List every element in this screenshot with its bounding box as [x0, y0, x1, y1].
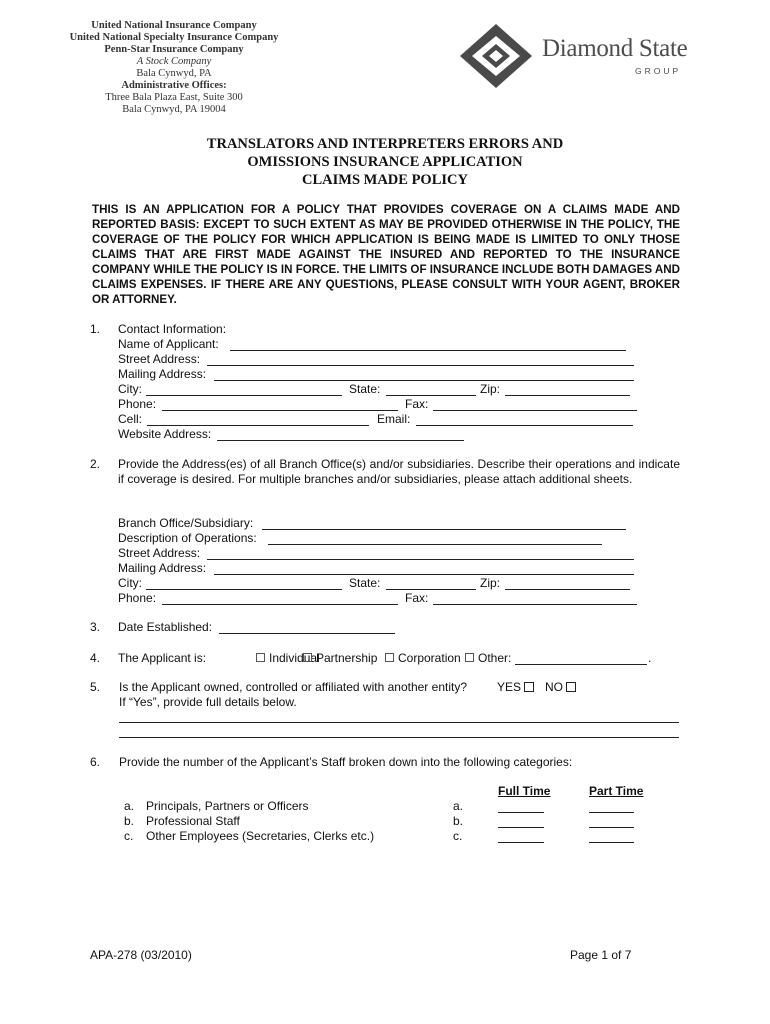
offices-city: Bala Cynwyd, PA 19004: [122, 104, 226, 115]
q2-zip-label: Zip:: [480, 576, 501, 590]
q6-row-b-full-time-field[interactable]: [498, 827, 544, 828]
diamond-logo-icon: [458, 22, 538, 90]
q1-phone-label: Phone:: [118, 397, 157, 411]
q6-row-a-letter: a.: [124, 799, 135, 813]
q2-state-label: State:: [349, 576, 381, 590]
q1-email-field[interactable]: [416, 425, 633, 426]
q1-fax-field[interactable]: [433, 410, 637, 411]
q6-row-c-letter: c.: [124, 829, 134, 843]
q6-col-full-time: Full Time: [498, 784, 551, 798]
q6-row-a-tag: a.: [453, 799, 464, 813]
q4-option-other[interactable]: [465, 651, 511, 666]
q6-row-b-label: Professional Staff: [146, 814, 240, 828]
q1-fax-label: Fax:: [405, 397, 429, 411]
q4-option-corporation[interactable]: [385, 651, 461, 666]
q5-sub-instruction: If “Yes”, provide full details below.: [119, 695, 297, 709]
q4-option-corporation-label: Corporation: [398, 651, 461, 665]
q2-zip-field[interactable]: [505, 589, 630, 590]
q6-number: 6.: [90, 755, 101, 769]
q2-city-label: City:: [118, 576, 142, 590]
q2-mailing-label: Mailing Address:: [118, 561, 207, 575]
q2-phone-label: Phone:: [118, 591, 157, 605]
q1-email-label: Email:: [377, 412, 411, 426]
checkbox-icon[interactable]: [465, 653, 474, 662]
checkbox-icon[interactable]: [303, 653, 312, 662]
q1-zip-field[interactable]: [505, 395, 630, 396]
q1-state-label: State:: [349, 382, 381, 396]
q1-cell-field[interactable]: [147, 425, 369, 426]
diamond-state-logo: [458, 22, 688, 90]
company-type: A Stock Company: [136, 56, 212, 67]
q5-yes-option[interactable]: [497, 680, 537, 695]
q1-phone-field[interactable]: [162, 410, 398, 411]
q6-row-a-full-time-field[interactable]: [498, 812, 544, 813]
q2-fax-label: Fax:: [405, 591, 429, 605]
q6-row-c-part-time-field[interactable]: [589, 842, 634, 843]
q1-mailing-field[interactable]: [214, 380, 634, 381]
q2-street-label: Street Address:: [118, 546, 201, 560]
checkbox-icon[interactable]: [385, 653, 394, 662]
q3-number: 3.: [90, 620, 101, 634]
q6-row-a-part-time-field[interactable]: [589, 812, 634, 813]
q2-city-field[interactable]: [146, 589, 342, 590]
q6-label: Provide the number of the Applicant’s Staff broken down into the following categories:: [119, 755, 573, 769]
q5-number: 5.: [90, 680, 101, 694]
q1-name-field[interactable]: [230, 350, 626, 351]
company-name-1: United National Insurance Company: [91, 20, 257, 31]
q1-city-field[interactable]: [146, 395, 342, 396]
q2-operations-label: Description of Operations:: [118, 531, 257, 545]
document-title: [0, 135, 770, 189]
q1-zip-label: Zip:: [480, 382, 501, 396]
q6-row-b-part-time-field[interactable]: [589, 827, 634, 828]
q5-label: Is the Applicant owned, controlled or affiliated with another entity?: [119, 680, 467, 694]
q2-phone-field[interactable]: [162, 604, 398, 605]
q1-mailing-label: Mailing Address:: [118, 367, 207, 381]
q1-number: 1.: [90, 322, 101, 336]
q6-row-c-tag: c.: [453, 829, 463, 843]
q1-website-field[interactable]: [217, 440, 464, 441]
q4-option-partnership[interactable]: [303, 651, 377, 666]
q1-state-field[interactable]: [386, 395, 476, 396]
logo-wordmark: Diamond State: [542, 35, 688, 62]
q6-row-b-letter: b.: [124, 814, 135, 828]
q2-mailing-field[interactable]: [214, 574, 634, 575]
q1-street-label: Street Address:: [118, 352, 201, 366]
title-line-1: TRANSLATORS AND INTERPRETERS ERRORS AND: [206, 136, 564, 152]
checkbox-icon[interactable]: [524, 682, 534, 692]
q3-label: Date Established:: [118, 620, 213, 634]
title-line-2: OMISSIONS INSURANCE APPLICATION: [247, 154, 523, 170]
q4-option-partnership-label: Partnership: [316, 651, 378, 665]
q1-cell-label: Cell:: [118, 412, 143, 426]
q5-details-line-1[interactable]: [119, 722, 679, 723]
q2-branch-label: Branch Office/Subsidiary:: [118, 516, 254, 530]
company-name-2: United National Specialty Insurance Company: [69, 32, 279, 43]
q2-street-field[interactable]: [207, 559, 634, 560]
q2-number: 2.: [90, 457, 101, 471]
company-address-block: [60, 20, 288, 116]
q4-end-period: .: [648, 651, 652, 665]
q2-fax-field[interactable]: [433, 604, 637, 605]
offices-heading: Administrative Offices:: [121, 80, 227, 91]
q5-no-option[interactable]: [545, 680, 579, 695]
claims-made-disclaimer: THIS IS AN APPLICATION FOR A POLICY THAT PROVIDES COVERAGE ON A CLAIMS MADE AND REPORTED BASIS: EXCEPT TO SUCH EXTENT AS MAY BE PROVIDED OTHERWISE IN THE POLICY, THE COVERAGE OF THE POLICY FOR WHICH APPLICATION IS BEING MADE IS LIMITED TO ONLY THOSE CLAIMS THAT ARE FIRST MADE AGAINST THE INSURED AND REPORTED TO THE INSURANCE COMPANY WHILE THE POLICY IS IN FORCE. THE LIMITS OF INSURANCE INCLUDE BOTH DAMAGES AND CLAIMS EXPENSES. IF THERE ARE ANY QUESTIONS, PLEASE CONSULT WITH YOUR AGENT, BROKER OR ATTORNEY.: [92, 203, 680, 306]
company-city: Bala Cynwyd, PA: [136, 68, 212, 79]
title-line-3: CLAIMS MADE POLICY: [302, 172, 468, 188]
q2-operations-field[interactable]: [268, 544, 602, 545]
q2-state-field[interactable]: [386, 589, 476, 590]
q4-number: 4.: [90, 651, 101, 665]
q5-yes-label: YES: [497, 680, 522, 694]
q2-instructions: Provide the Address(es) of all Branch Office(s) and/or subsidiaries. Describe their operations and indicate if coverage is desired. For multiple branches and/or subsidiaries, please attach additional sheets.: [118, 457, 680, 486]
q4-other-field[interactable]: [515, 664, 647, 665]
q2-branch-field[interactable]: [262, 529, 626, 530]
q6-row-b-tag: b.: [453, 814, 464, 828]
q1-name-label: Name of Applicant:: [118, 337, 219, 351]
q5-details-line-2[interactable]: [119, 737, 679, 738]
q1-street-field[interactable]: [207, 365, 634, 366]
q1-city-label: City:: [118, 382, 142, 396]
q4-label: The Applicant is:: [118, 651, 207, 665]
page-number: Page 1 of 7: [570, 948, 632, 962]
checkbox-icon[interactable]: [256, 653, 265, 662]
q1-heading: Contact Information:: [118, 322, 227, 336]
q1-website-label: Website Address:: [118, 427, 212, 441]
q4-option-other-label: Other:: [478, 651, 512, 665]
q4-option-individual-label: Individual: [269, 651, 320, 665]
q6-col-part-time: Part Time: [589, 784, 644, 798]
q6-row-c-full-time-field[interactable]: [498, 842, 544, 843]
q6-row-a-label: Principals, Partners or Officers: [146, 799, 309, 813]
checkbox-icon[interactable]: [566, 682, 576, 692]
company-name-3: Penn-Star Insurance Company: [104, 44, 244, 55]
offices-street: Three Bala Plaza East, Suite 300: [105, 92, 243, 103]
q6-row-c-label: Other Employees (Secretaries, Clerks etc.): [146, 829, 375, 843]
q3-date-field[interactable]: [219, 633, 395, 634]
form-number: APA-278 (03/2010): [90, 948, 192, 962]
q5-no-label: NO: [545, 680, 563, 694]
logo-group-text: GROUP: [635, 66, 682, 76]
